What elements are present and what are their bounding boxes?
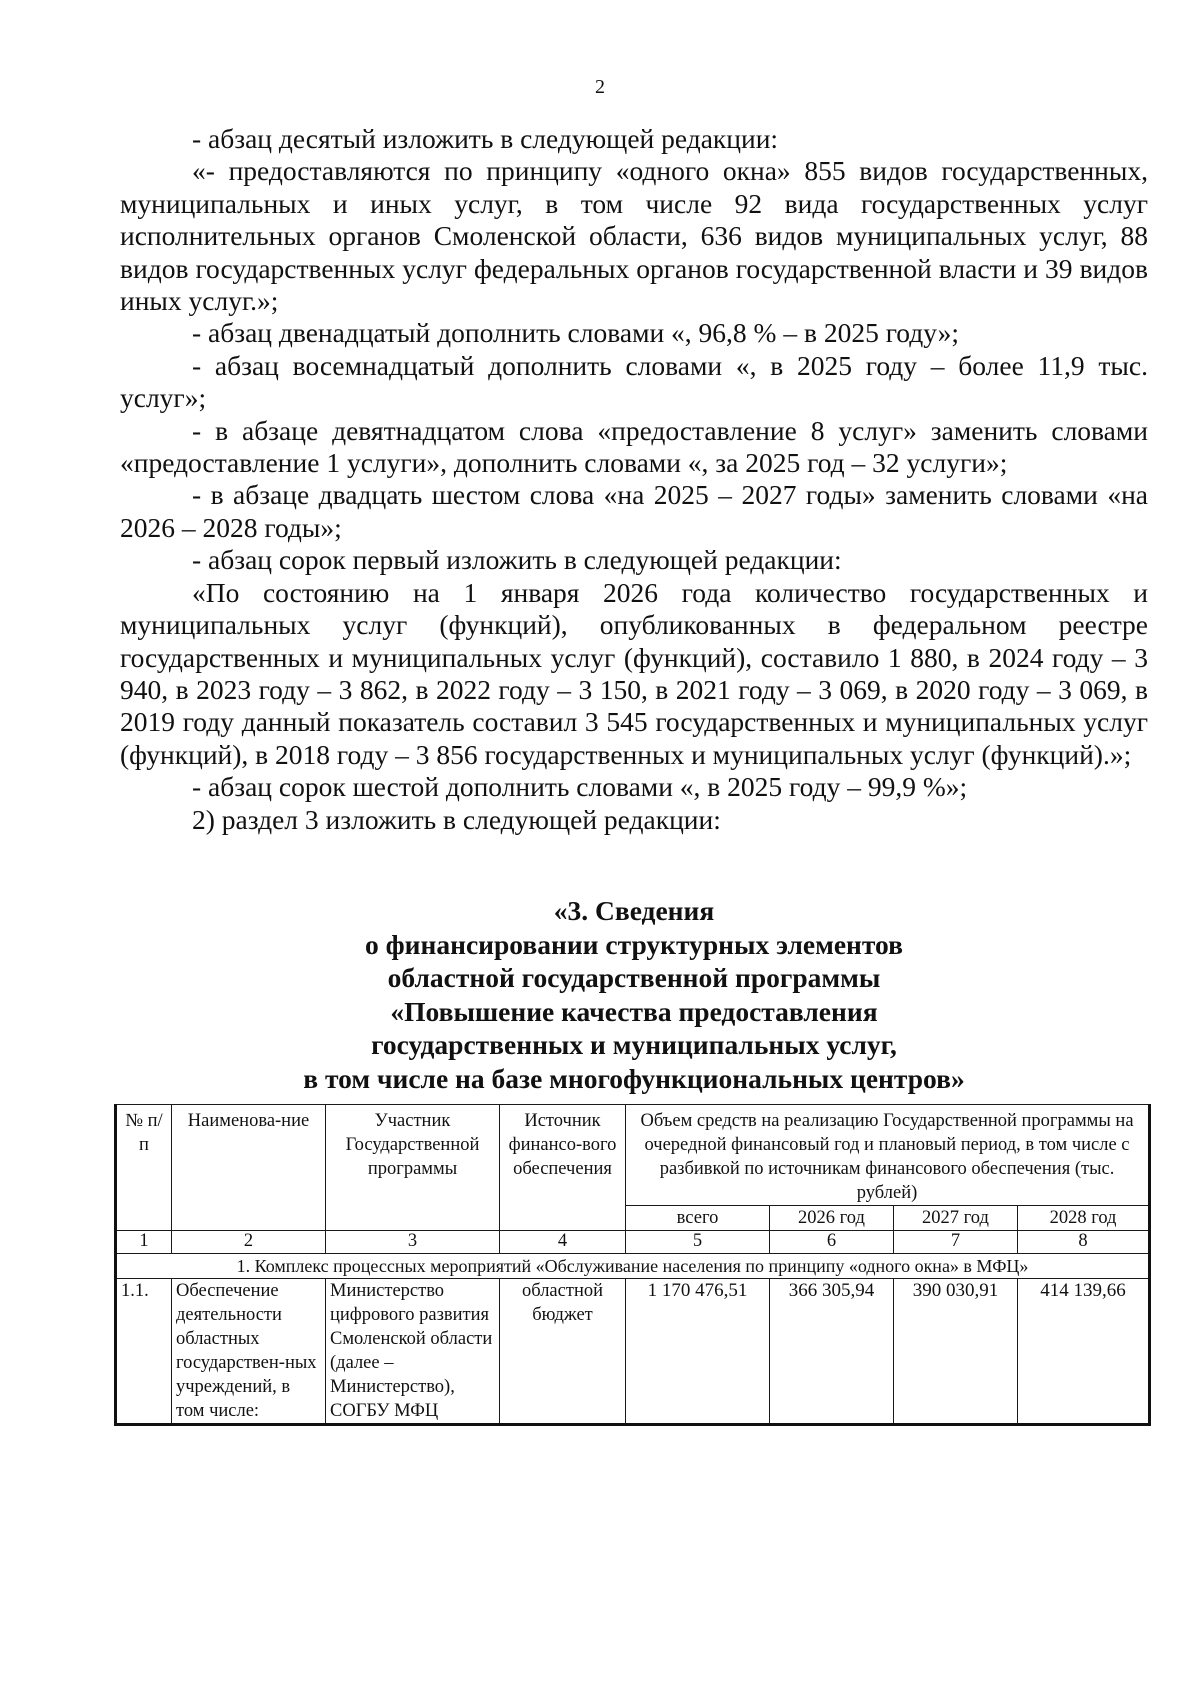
- column-number: 1: [116, 1231, 172, 1254]
- column-number: 6: [770, 1231, 894, 1254]
- column-number: 3: [326, 1231, 500, 1254]
- header-2026: 2026 год: [770, 1206, 894, 1231]
- table-row: [116, 1279, 1150, 1425]
- section-heading: [120, 894, 1148, 1095]
- header-participant: Участник Государственной программы: [326, 1105, 500, 1231]
- body-text: [120, 123, 1148, 836]
- heading-line-3: областной государственной программы: [387, 962, 881, 993]
- paragraph-3: - абзац двенадцатый дополнить словами «, 96,8 % – в 2025 году»;: [192, 317, 960, 349]
- section-title: 1. Комплекс процессных мероприятий «Обслуживание населения по принципу «одного окна» в МФЦ»: [116, 1254, 1150, 1279]
- column-number: 2: [172, 1231, 326, 1254]
- column-number: 7: [894, 1231, 1018, 1254]
- header-2028: 2028 год: [1018, 1206, 1150, 1231]
- row-num: 1.1.: [116, 1279, 172, 1425]
- paragraph-8: «По состоянию на 1 января 2026 года количество государственных и муниципальных услуг (функций), опубликованных в федеральном реестре государственных и муниципальных услуг (функций), составило 1 880, в 2024 году – 3 940, в 2023 году – 3 862, в 2022 году – 3 150, в 2021 году – 3 069, в 2020 году – 3 069, в 2019 году данный показатель составил 3 545 государственных и муниципальных услуг (функций), в 2018 году – 3 856 государственных и муниципальных услуг (функций).»;: [120, 576, 1148, 770]
- paragraph-6: - в абзаце двадцать шестом слова «на 2025 – 2027 годы» заменить словами «на 2026 – 2028 годы»;: [120, 479, 1148, 543]
- paragraph-1: - абзац десятый изложить в следующей редакции:: [192, 123, 779, 154]
- page-number: 2: [595, 76, 605, 98]
- column-number: 8: [1018, 1231, 1150, 1254]
- row-2027: 390 030,91: [894, 1279, 1018, 1425]
- financing-table: [114, 1104, 1151, 1426]
- header-num: № п/п: [116, 1105, 172, 1231]
- paragraph-10: 2) раздел 3 изложить в следующей редакции:: [192, 803, 721, 835]
- paragraph-7: - абзац сорок первый изложить в следующей редакции:: [192, 544, 842, 576]
- table-header-row: [116, 1105, 1150, 1206]
- header-total: всего: [626, 1206, 770, 1231]
- section-row: [116, 1254, 1150, 1279]
- column-number: 4: [500, 1231, 626, 1254]
- heading-line-5: государственных и муниципальных услуг,: [371, 1029, 897, 1060]
- column-number-row: [116, 1231, 1150, 1254]
- row-source: областной бюджет: [500, 1279, 626, 1425]
- header-source: Источник финансо-вого обеспечения: [500, 1105, 626, 1231]
- paragraph-5: - в абзаце девятнадцатом слова «предоставление 8 услуг» заменить словами «предоставление 1 услуги», дополнить словами «, за 2025 год – 32 услуги»;: [120, 414, 1148, 479]
- paragraph-4: - абзац восемнадцатый дополнить словами «, в 2025 году – более 11,9 тыс. услуг»;: [120, 349, 1148, 414]
- paragraph-2: «- предоставляются по принципу «одного окна» 855 видов государственных, муниципальных и иных услуг, в том числе 92 вида государственных услуг исполнительных органов Смоленской области, 636 видов муниципальных услуг, 88 видов государственных услуг федеральных органов государственной власти и 39 видов иных услуг.»;: [120, 155, 1148, 317]
- column-number: 5: [626, 1231, 770, 1254]
- heading-line-6: в том числе на базе многофункциональных центров»: [303, 1062, 965, 1094]
- header-name: Наименова-ние: [172, 1105, 326, 1231]
- paragraph-9: - абзац сорок шестой дополнить словами «, в 2025 году – 99,9 %»;: [192, 771, 968, 803]
- heading-line-2: о финансировании структурных элементов: [365, 928, 903, 960]
- header-volume: Объем средств на реализацию Государственной программы на очередной финансовый год и плановый период, в том числе с разбивкой по источникам финансового обеспечения (тыс. рублей): [626, 1105, 1150, 1206]
- row-2026: 366 305,94: [770, 1279, 894, 1425]
- row-total: 1 170 476,51: [626, 1279, 770, 1425]
- row-participant: Министерство цифрового развития Смоленской области (далее – Министерство), СОГБУ МФЦ: [326, 1279, 500, 1425]
- heading-line-1: «3. Сведения: [553, 895, 715, 926]
- heading-line-4: «Повышение качества предоставления: [390, 995, 878, 1027]
- row-name: Обеспечение деятельности областных государствен-ных учреждений, в том числе:: [172, 1279, 326, 1425]
- header-2027: 2027 год: [894, 1206, 1018, 1231]
- row-2028: 414 139,66: [1018, 1279, 1150, 1425]
